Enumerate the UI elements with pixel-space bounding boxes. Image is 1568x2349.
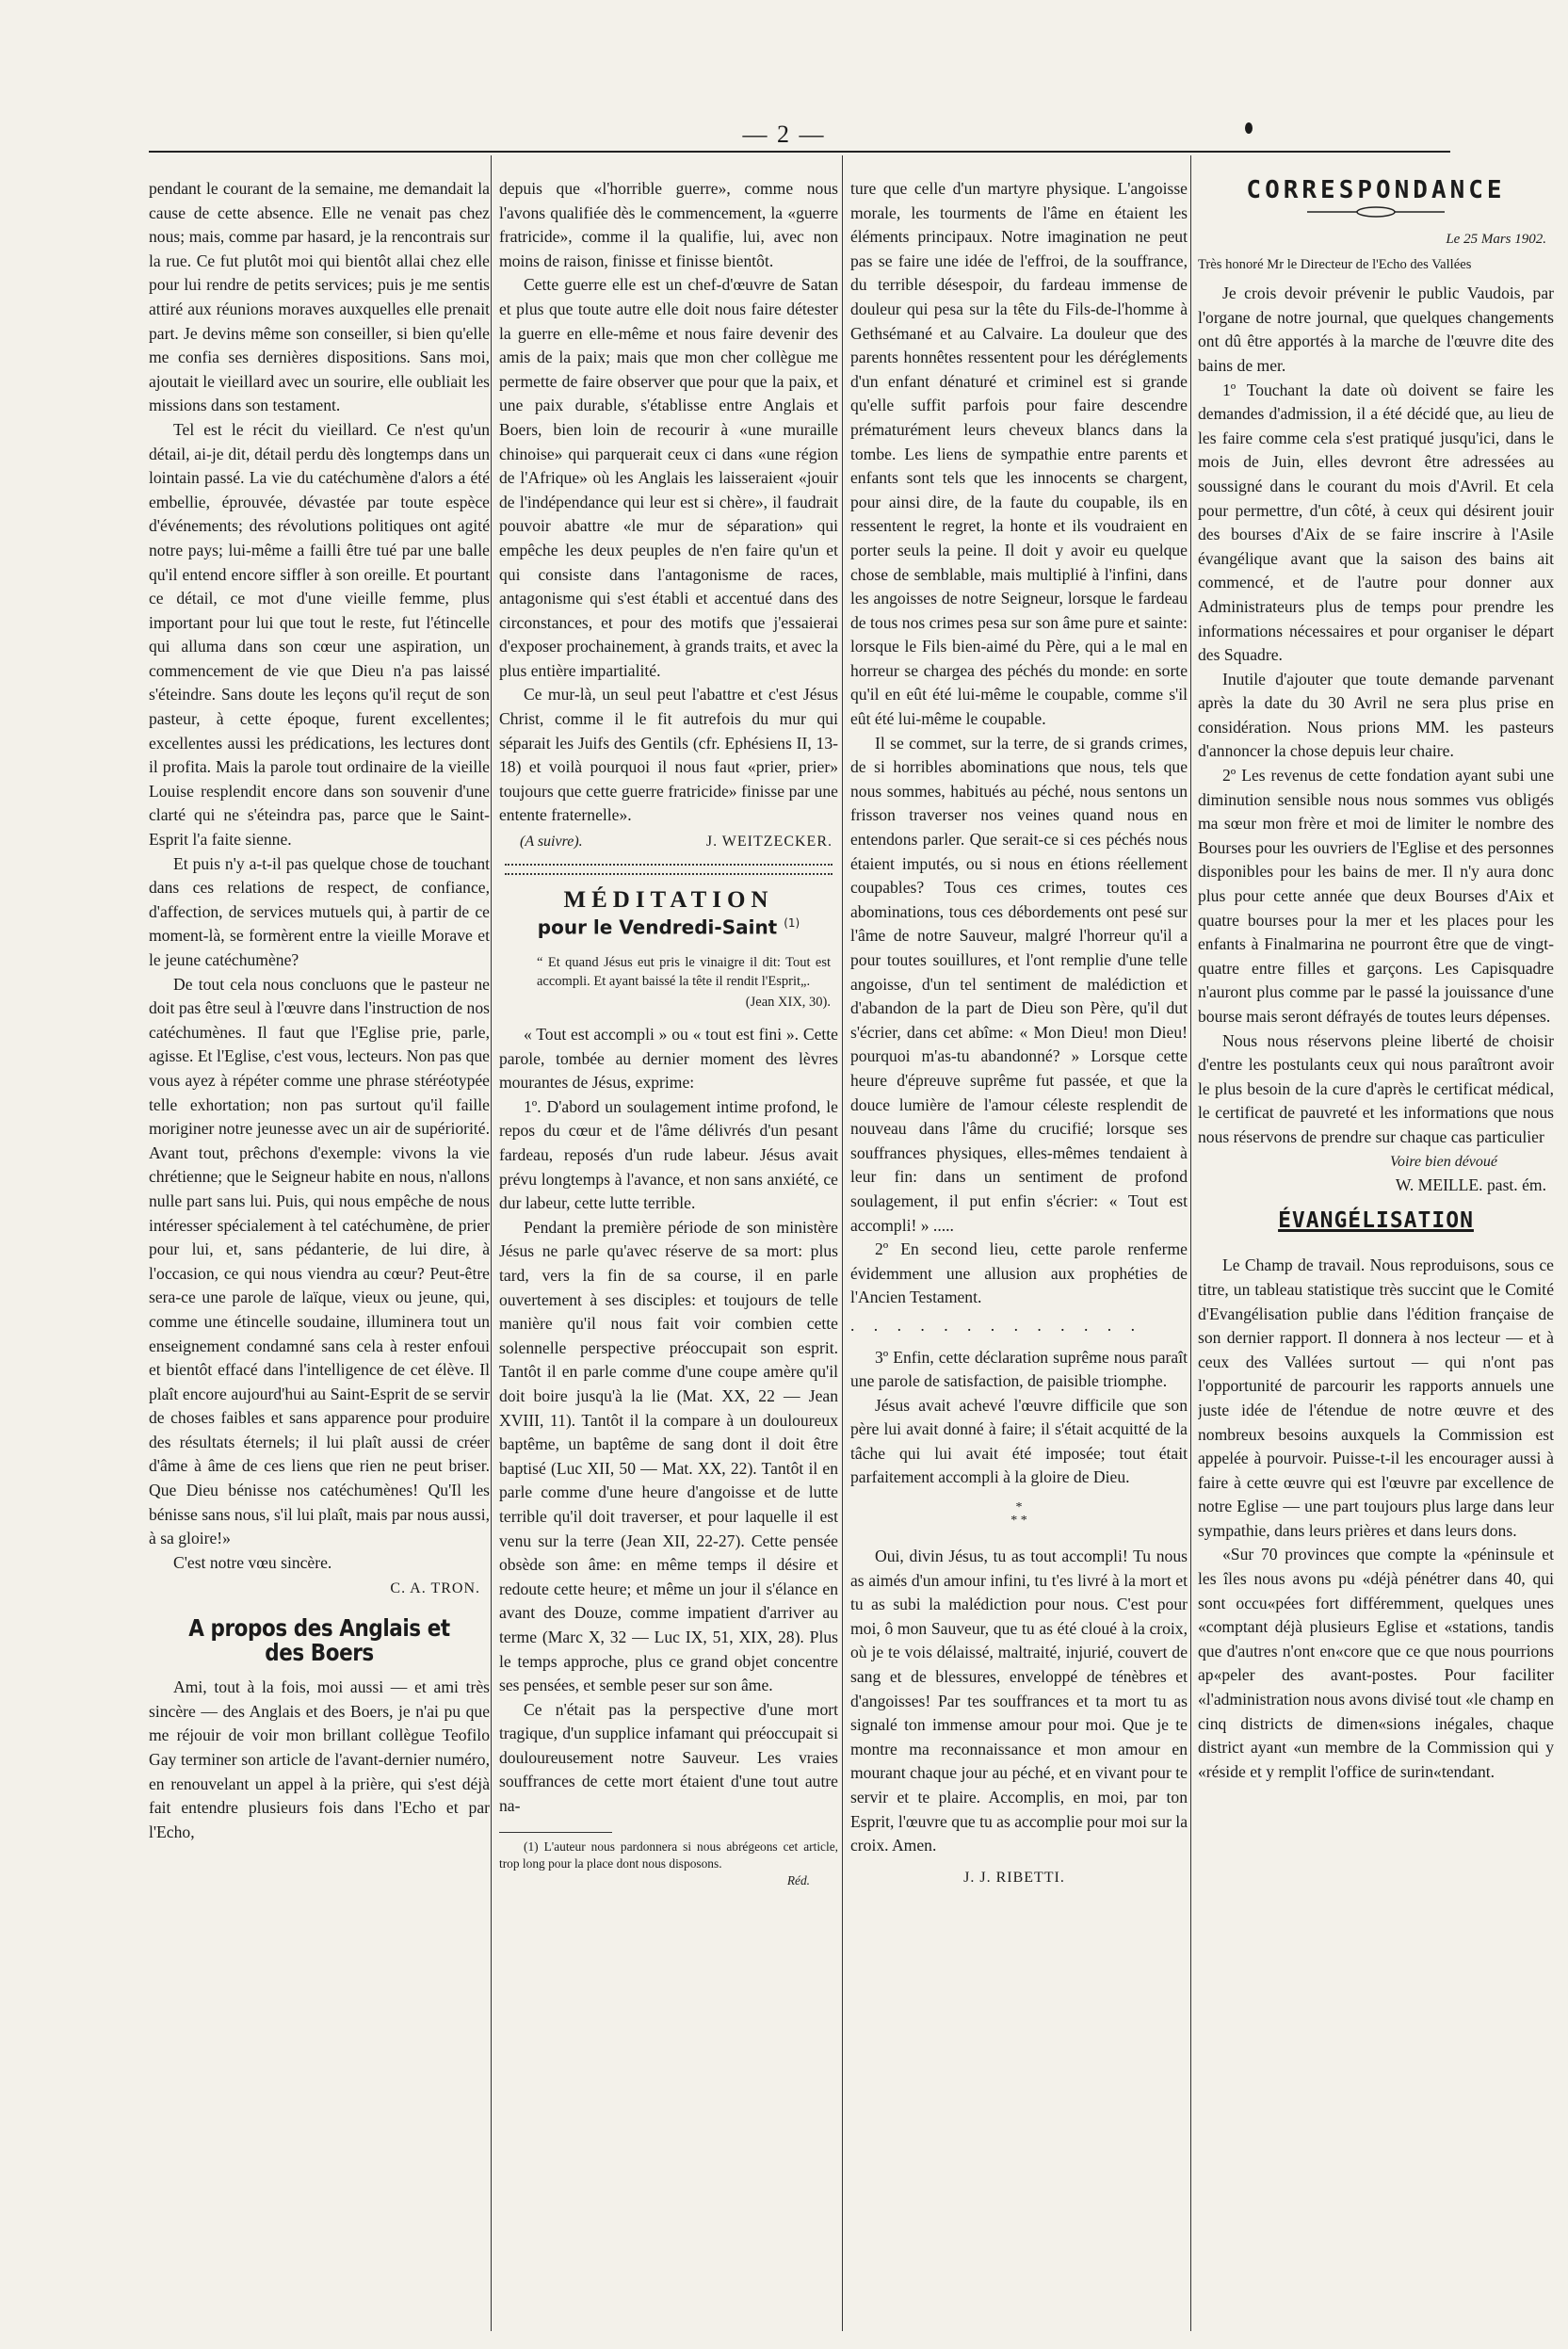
signature-ribetti: J. J. RIBETTI. (963, 1869, 1065, 1886)
paragraph: 2º Les revenus de cette fondation ayant subi une diminution sensible nous nous sommes vus obligés ma sœur mon frère et moi de limiter le nombre des Bourses pour les ouvriers de l'Eglise et des personnes disponibles pour les bains de mer. Il n'y aura donc plus pour cette année que deux Bourses d'Aix et quatre bourses pour la mer et les places pour les enfants à Finalmarina ne pourront être que de vingt-quatre entre filles et garçons. Les Capisquadre n'auront plus comme par le passé la jouissance d'une bourse mais seront défrayés de toutes leurs dépenses. (1198, 766, 1554, 1026)
meditation-subtitle: pour le Vendredi-Saint $^{(1)}$ (537, 915, 800, 939)
footnote-marker: (1) (784, 916, 800, 931)
paragraph: Il se commet, sur la terre, de si grands crimes, de si horribles abominations que nous, tels que nous sommes, habitués au péché, nous sentons un frisson traverser nos veines quand nous en entendons parler. Que serait-ce si ces péchés nous étaient imputés, ou si nous en étions réellement coupables? Tous ces crimes, toutes ces abominations, tous ces débordements ont pesé sur l'âme de notre Sauveur, malgré l'horreur qu'il a pour toutes souillures, et l'ont remplie d'une telle angoisse, d'un tel sentiment de malédiction et d'abandon de la part de Dieu son Père, qu'il dut s'écrier, dans cet abîme: « Mon Dieu! mon Dieu! pourquoi m'as-tu abandonné? » Lorsque cette heure d'épreuve suprême fut passée, et que la douce lumière de l'amour céleste resplendit de nouveau dans l'âme du crucifié; lorsque ses souffrances physiques, elles-mêmes tendaient à leur fin: dans un sentiment de profond soulagement, il put enfin s'écrier: « Tout est accompli! » ..... (850, 733, 1188, 1235)
column-separator (842, 155, 843, 2331)
epigraph-reference: (Jean XIX, 30). (745, 995, 831, 1011)
paragraph: 2º En second lieu, cette parole renferme évidemment une allusion aux prophéties de l'Ancien Testament. (850, 1239, 1188, 1307)
paragraph: Ce n'était pas la perspective d'une mort tragique, d'un supplice infamant qui préoccupait si douloureusement notre Sauveur. Les vraies souffrances de cette mort étaient d'une tout autre na- (499, 1699, 838, 1816)
printer-mark (1245, 122, 1253, 134)
header-rule (149, 151, 1450, 153)
paragraph: ture que celle d'un martyre physique. L'angoisse morale, les tourments de l'âme en étaient les éléments principaux. Notre imagination ne peut pas se faire une idée de l'effroi, de la souffrance, du terrible désespoir, du fardeau immense de douleur qui pesa sur la tête du Fils-de-l'homme à Gethsémané et au Calvaire. La douleur que des parents honnêtes ressentent pour les déréglements d'un enfant dénaturé et criminel est si grande qu'elle suffit parfois pour faire descendre prématurément leurs cheveux blancs dans la tombe. Les liens de sympathie entre parents et enfants sont tels que les innocents se chargent, pour ainsi dire, de la faute du coupable, ils en ressentent le regret, la honte et ils voudraient en porter seuls la peine. Il doit y avoir eu quelque chose de semblable, mais multiplié à l'infini, dans les angoisses de notre Seigneur, lorsque le fardeau de tous nos crimes pesa sur son âme pure et sainte: lorsque le Fils bien-aimé du Père, qui a le mal en horreur se chargea des péchés du monde: en sorte qu'il en eût été lui-même le coupable, comme s'il eût été lui-même le coupable. (850, 179, 1188, 729)
page-number: — 2 — (742, 121, 826, 148)
paragraph: Oui, divin Jésus, tu as tout accompli! Tu nous as aimés d'un amour infini, tu t'es livré à la mort et tu as subi la malédiction pour nous. C'est pour moi, ô mon Sauveur, que tu as été cloué à la croix, où je te vois délaissé, maltraité, injurié, couvert de sang et de blessures, enveloppé de ténèbres et d'angoisses! Par tes souffrances et ta mort tu as signalé ton immense amour pour moi. Que je te montre ma reconnaissance et mon amour en mourant chaque jour au péché, et en vivant pour te servir et te plaire. Accomplis, en moi, par ton Esprit, l'œuvre que tu as accomplie pour moi sur la croix. Amen. (850, 1547, 1188, 1855)
evangelisation-article (1198, 1254, 1554, 1784)
footnote: (1) L'auteur nous pardonnera si nous abrégeons cet article, trop long pour la place dont nous disposons. (499, 1839, 838, 1871)
catechumenes-article (149, 177, 490, 1575)
column-1 (149, 177, 490, 2325)
boers-article (149, 1676, 490, 1844)
column-separator (1190, 155, 1191, 2331)
meditation-article (499, 1023, 838, 1819)
paragraph: Nous nous réservons pleine liberté de choisir d'entre les postulants ceux qui nous paraîtront avoir le plus besoin de la cure d'après le certificat médical, le certificat de pauvreté et les informations que nous nous réservons de prendre sur chaque cas particulier (1198, 1030, 1554, 1146)
addressee: Très honoré Mr le Directeur de l'Echo des Vallées (1198, 257, 1472, 273)
paragraph: Je crois devoir prévenir le public Vaudois, par l'organe de notre journal, que quelques changements ont dû être apportés à la marche de l'œuvre dite des bains de mer. (1198, 284, 1554, 375)
signature-weitzecker: J. WEITZECKER. (705, 834, 832, 850)
paragraph: Et puis n'y a-t-il pas quelque chose de touchant dans ces relations de respect, de confiance, d'affection, de services mutuels qui, à partir de ce moment-là, se formèrent entre la vieille Morave et le jeune catéchumène? (149, 853, 490, 969)
paragraph: 1º Touchant la date où doivent se faire les demandes d'admission, il a été décidé que, au lieu de les faire comme cela s'est pratiqué jusqu'ici, dans le mois de Juin, elles devront être adressées au soussigné dans le courant du mois d'Avril. Et cela pour permettre, d'un côté, à ceux qui désirent jouir des bourses d'Aix de se faire inscrire à l'Asile évangélique avant que la saison des bains ait commencé, et de l'autre pour donner aux Administrateurs plus de temps pour prendre les informations nécessaires et pour organiser le départ des Squadre. (1198, 380, 1554, 665)
meditation-continued (850, 177, 1188, 1310)
section-divider (505, 864, 832, 875)
dateline: Le 25 Mars 1902. (1446, 231, 1546, 247)
footnote-rule (499, 1832, 612, 1833)
paragraph: 1º. D'abord un soulagement intime profond, le repos du cœur et de l'âme délivrés d'un pesant fardeau, reposés d'un rude labeur. Jésus avait prévu longtemps à l'avance, et non sans anxiété, ce dur labeur, cette lutte terrible. (499, 1096, 838, 1213)
paragraph: De tout cela nous concluons que le pasteur ne doit pas être seul à l'œuvre dans l'instruction de nos catéchumènes. Il faut que l'Eglise prie, parle, agisse. Et l'Eglise, c'est vous, lecteurs. Non pas que vous ayez à répéter comme une phrase stéréotypée telle exhortation; non pas surtout qu'il faille moriginer notre jeunesse avec un air de supériorité. Avant tout, prêchons d'exemple: vivons la vie chrétienne; que le Seigneur habite en nous, n'allons nulle part sans lui. Puis, qui nous empêche de nous intéresser spécialement à tel catéchumène, de prier pour lui, et, sans pédanterie, de lui dire, à l'occasion, ce qui nous viendra au cœur? Peut-être sera-ce une parole de laïque, vieux ou jeune, qui, comme une étincelle soudaine, illuminera tout un enseignement condamné sans cela à rester enfoui et bientôt effacé dans l'intelligence de cet élève. Il plaît encore aujourd'hui au Saint-Esprit de se servir de choses faibles et sans apparence pour produire des résultats éternels; il lui plaît aussi de créer d'âme à âme de ces liens que rien ne peut briser. Que Dieu bénisse nos catéchumènes! Qu'Il les bénisse sans nous, s'il lui plaît, mais par nous aussi, à sa gloire!» (149, 974, 490, 1548)
paragraph: pendant le courant de la semaine, me demandait la cause de cette absence. Elle ne venait pas chez nous; mais, comme par hasard, je la rencontrais sur la rue. Ce fut plutôt moi qui bientôt allai chez elle pour lui rendre de petits services; puis je me sentis attiré aux réunions moraves auxquelles elle prenait part. Je devins même son conseiller, si bien qu'elle me confia ses dernières dispositions. Sans moi, ajoutait le vieillard avec un sourire, elle oubliait les missions dans son testament. (149, 179, 490, 415)
column-separator (491, 155, 492, 2331)
signature-meille: W. MEILLE. past. ém. (1395, 1175, 1546, 1195)
correspondance-title: CORRESPONDANCE (1246, 177, 1506, 204)
correspondance-letter (1198, 282, 1554, 1149)
meditation-title: MÉDITATION (563, 886, 774, 913)
paragraph: Jésus avait achevé l'œuvre difficile que son père lui avait donné à faire; il s'était acquitté de la tâche qui lui avait été imposée; tout était parfaitement accompli à la gloire de Dieu. (850, 1395, 1188, 1487)
meditation-prayer (850, 1545, 1188, 1858)
ornament-divider (1305, 205, 1447, 219)
evangelisation-title: ÉVANGÉLISATION (1278, 1207, 1474, 1233)
closing-formula: Voire bien dévoué (1389, 1153, 1497, 1170)
epigraph: “ Et quand Jésus eut pris le vinaigre il dit: Tout est accompli. Et ayant baissé la tête il rendit l'Esprit„. (537, 955, 831, 990)
paragraph: Tel est le récit du vieillard. Ce n'est qu'un détail, ai-je dit, détail perdu dès longtemps dans un lointain passé. La vie du catéchumène d'alors a été embellie, éprouvée, dévastée par toute espèce d'événements; des révolutions politiques ont agité notre pays; lui-même a failli être tué par une balle qu'il entend encore siffler à son oreille. Et pourtant ce détail, ce mot d'une vieille femme, plus important pour lui que tout le reste, fut l'étincelle qui alluma dans son cœur une aspiration, un commencement de vie que Dieu n'a pas laissé s'éteindre. Sans doute les leçons qu'il reçut de son pasteur, à cette époque, furent excellentes; excellentes aussi les prédications, les lectures dont il profita. Mais la parole tout ordinaire de la vieille Louise resplendit encore dans son souvenir d'une clarté qui ne s'éteindra pas, parce que le Saint-Esprit l'a faite sienne. (149, 419, 490, 850)
signature-tron: C. A. TRON. (390, 1580, 480, 1597)
paragraph: C'est notre vœu sincère. (173, 1552, 332, 1572)
footnote-sign: Réd. (786, 1872, 810, 1887)
paragraph: Inutile d'ajouter que toute demande parvenant après la date du 30 Avril ne sera plus prise en considération. Nous prions MM. les pasteurs d'annoncer la chose depuis leur chaire. (1198, 669, 1554, 761)
paragraph: depuis que «l'horrible guerre», comme nous l'avons qualifiée dès le commencement, la «guerre fratricide», comme il la qualifie, lui, avec non moins de raison, finisse et finisse bientôt. (499, 179, 838, 270)
boers-article-continued (499, 177, 838, 828)
column-3 (850, 177, 1188, 2325)
to-be-continued: (A suivre). (520, 834, 583, 850)
paragraph: Ami, tout à la fois, moi aussi — et ami très sincère — des Anglais et des Boers, je n'ai pu que me réjouir de voir mon brillant collègue Teofilo Gay terminer son article de l'avant-dernier numéro, en renouvelant un appel à la prière, qui s'est déjà fait entendre plusieurs fois dans l'Echo et par l'Echo, (149, 1677, 490, 1841)
paragraph: « Tout est accompli » ou « tout est fini ». Cette parole, tombée au dernier moment des lèvres mourantes de Jésus, exprime: (499, 1025, 838, 1093)
paragraph: Ce mur-là, un seul peut l'abattre et c'est Jésus Christ, comme il le fit autrefois du mur qui séparait les Juifs des Gentils (cfr. Ephésiens II, 13-18) et voilà pourquoi il nous faut «prier, prier» toujours que cette guerre fratricide» finisse par une entente fraternelle». (499, 685, 838, 825)
paragraph: 3º Enfin, cette déclaration suprême nous paraît une parole de satisfaction, de paisible triomphe. (850, 1347, 1188, 1391)
ellipsis-row: . . . . . . . . . . . . . (850, 1315, 1142, 1335)
boers-article-title: A propos des Anglais et des Boers (188, 1614, 450, 1666)
meditation-continued-b (850, 1346, 1188, 1491)
column-4 (1198, 177, 1554, 2325)
paragraph: Pendant la première période de son ministère Jésus ne parle qu'avec réserve de sa mort: plus tard, vers la fin de sa course, il en parle ouvertement à ses disciples: et toujours de telle manière qu'il nous fait voir combien cette solennelle perspective préoccupait son esprit. Tantôt il en parle comme d'une coupe amère qu'il doit boire jusqu'à la lie (Mat. XX, 22 — Jean XVIII, 11). Tantôt il la compare à un douloureux baptême, un baptême de sang dont il doit être baptisé (Luc XII, 50 — Mat. XX, 22). Tantôt il en parle comme d'une heure d'angoisse et de lutte terrible qu'il doit traverser, et pour laquelle il est venu sur la terre (Jean XII, 22-27). Cette pensée obsède son âme: en même temps il désire et redoute cette heure; et même un jour il s'élance en avant des Douze, comme impatient d'arriver au terme (Marc X, 32 — Luc IX, 51, XIX, 28). Plus le temps approche, plus ce grand objet concentre ses pensées, et semble peser sur son âme. (499, 1217, 838, 1695)
paragraph: «Sur 70 provinces que compte la «péninsule et les îles nous avons pu «déjà pénétrer dans 40, qui sont occu«pées fort différemment, quelques unes «comptant déjà plusieurs Eglise et «stations, tandis que d'autres n'ont en«core que ce que nous pourrions ap«peler des avant-postes. Pour faciliter «l'administration nous avons divisé tout «le champ en cinq districts de dimen«sions inégales, chaque district ayant «un membre de la Commission qui y «réside et y remplit l'office de surin«tendant. (1198, 1545, 1554, 1781)
asterism: * * * (1010, 1500, 1027, 1529)
column-2 (499, 177, 838, 2325)
paragraph: Le Champ de travail. Nous reproduisons, sous ce titre, un tableau statistique très succint que le Comité d'Evangélisation publie dans l'édition française de son dernier rapport. Il donnera à nos lecteur — et à ceux des Vallées surtout — qui n'ont pas l'opportunité de parcourir les rapports annuels une juste idée de l'étendue de notre œuvre et des nombreux besoins auxquels la Commission est appelée à pourvoir. Puisse-t-il les encourager aussi à faire à cette œuvre qui est l'œuvre par excellence de notre Eglise — une part toujours plus large dans leur sympathie, dans leurs prières et dans leurs dons. (1198, 1256, 1554, 1540)
paragraph: Cette guerre elle est un chef-d'œuvre de Satan et plus que toute autre elle doit nous faire détester la guerre en elle-même et nous faire devenir des amis de la paix; mais que mon cher collègue me permette de faire observer que pour que la paix, et une paix durable, s'établisse entre Anglais et Boers, bien loin de recourir à «une muraille chinoise» qui parquerait ceux ci dans «une région de l'Afrique» où les Anglais les laisseraient «jouir de l'indépendance qui leur est si chère», il faudrait pouvoir abattre «le mur de séparation» qui empêche les deux peuples de n'en faire qu'un et qui consiste dans l'antagonisme de races, antagonisme qui s'est établi et accentué dans des circonstances, et pour des motifs que j'essaierai d'exposer prochainement, à grands traits, et avec la plus entière impartialité. (499, 275, 838, 680)
